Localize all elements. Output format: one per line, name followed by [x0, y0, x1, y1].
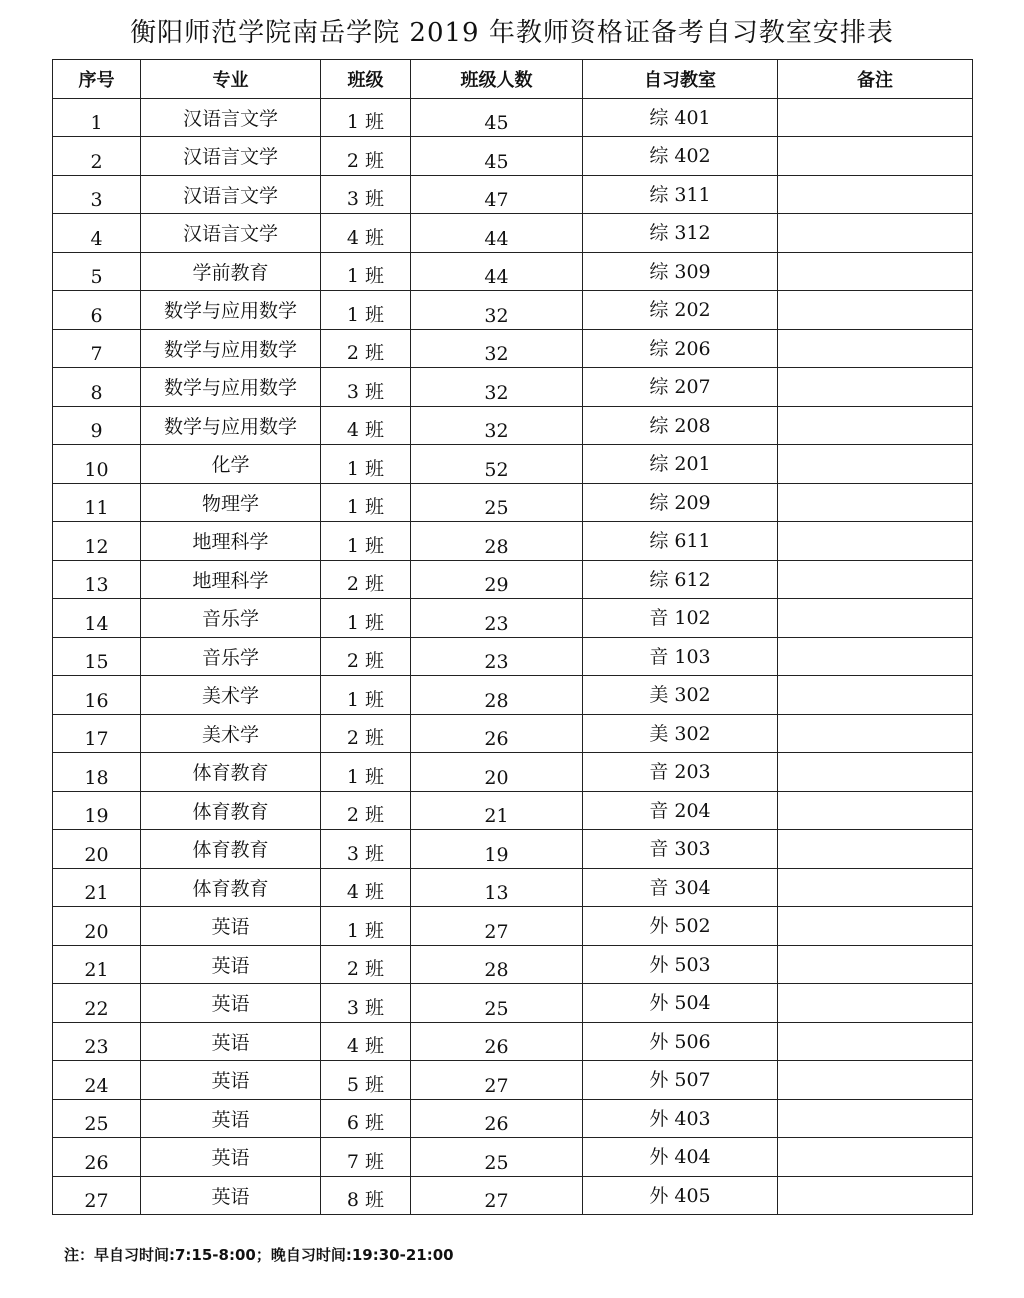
table-row [53, 329, 973, 368]
header-no: 序号 [53, 60, 141, 99]
cell-major: 数学与应用数学 [141, 406, 321, 445]
cell-note [778, 137, 973, 176]
cell-room: 综 206 [583, 329, 778, 368]
cell-room: 综 202 [583, 291, 778, 330]
table-row [53, 406, 973, 445]
cell-note [778, 984, 973, 1023]
table-row [53, 1022, 973, 1061]
cell-count: 20 [411, 753, 583, 792]
cell-room: 综 402 [583, 137, 778, 176]
cell-class: 4 班 [321, 406, 411, 445]
cell-room: 综 309 [583, 252, 778, 291]
cell-no: 2 [53, 137, 141, 176]
cell-no: 20 [53, 907, 141, 946]
table-row [53, 175, 973, 214]
cell-major: 数学与应用数学 [141, 329, 321, 368]
table-row [53, 1176, 973, 1215]
cell-class: 7 班 [321, 1138, 411, 1177]
table-row [53, 445, 973, 484]
cell-class: 1 班 [321, 252, 411, 291]
cell-count: 44 [411, 214, 583, 253]
cell-class: 1 班 [321, 907, 411, 946]
cell-count: 28 [411, 676, 583, 715]
header-class: 班级 [321, 60, 411, 99]
cell-note [778, 1138, 973, 1177]
cell-major: 英语 [141, 984, 321, 1023]
cell-room: 音 103 [583, 637, 778, 676]
cell-count: 45 [411, 137, 583, 176]
cell-count: 29 [411, 560, 583, 599]
cell-note [778, 1061, 973, 1100]
cell-count: 45 [411, 98, 583, 137]
cell-count: 23 [411, 637, 583, 676]
cell-no: 20 [53, 830, 141, 869]
cell-no: 21 [53, 945, 141, 984]
table-row [53, 137, 973, 176]
cell-no: 14 [53, 599, 141, 638]
cell-class: 4 班 [321, 1022, 411, 1061]
cell-count: 25 [411, 984, 583, 1023]
cell-major: 数学与应用数学 [141, 291, 321, 330]
cell-room: 综 208 [583, 406, 778, 445]
cell-room: 外 506 [583, 1022, 778, 1061]
table-body [53, 98, 973, 1215]
cell-no: 3 [53, 175, 141, 214]
cell-no: 25 [53, 1099, 141, 1138]
cell-major: 物理学 [141, 483, 321, 522]
cell-major: 体育教育 [141, 868, 321, 907]
table-row [53, 483, 973, 522]
cell-no: 19 [53, 791, 141, 830]
cell-note [778, 368, 973, 407]
cell-count: 32 [411, 406, 583, 445]
cell-room: 外 502 [583, 907, 778, 946]
cell-no: 26 [53, 1138, 141, 1177]
cell-class: 6 班 [321, 1099, 411, 1138]
cell-major: 数学与应用数学 [141, 368, 321, 407]
cell-count: 52 [411, 445, 583, 484]
cell-room: 综 201 [583, 445, 778, 484]
cell-note [778, 945, 973, 984]
cell-room: 外 504 [583, 984, 778, 1023]
cell-no: 7 [53, 329, 141, 368]
header-room: 自习教室 [583, 60, 778, 99]
cell-room: 综 209 [583, 483, 778, 522]
cell-class: 1 班 [321, 445, 411, 484]
cell-note [778, 830, 973, 869]
cell-class: 1 班 [321, 753, 411, 792]
cell-major: 地理科学 [141, 560, 321, 599]
cell-class: 3 班 [321, 984, 411, 1023]
cell-no: 22 [53, 984, 141, 1023]
header-count: 班级人数 [411, 60, 583, 99]
cell-room: 音 203 [583, 753, 778, 792]
cell-room: 综 611 [583, 522, 778, 561]
table-row [53, 637, 973, 676]
cell-major: 英语 [141, 907, 321, 946]
cell-major: 汉语言文学 [141, 175, 321, 214]
cell-class: 2 班 [321, 791, 411, 830]
table-row [53, 252, 973, 291]
cell-class: 4 班 [321, 214, 411, 253]
cell-no: 15 [53, 637, 141, 676]
cell-note [778, 252, 973, 291]
cell-class: 2 班 [321, 637, 411, 676]
cell-note [778, 522, 973, 561]
cell-major: 英语 [141, 1176, 321, 1215]
cell-no: 18 [53, 753, 141, 792]
cell-major: 体育教育 [141, 830, 321, 869]
table-row [53, 98, 973, 137]
cell-note [778, 483, 973, 522]
cell-no: 13 [53, 560, 141, 599]
cell-room: 综 207 [583, 368, 778, 407]
cell-no: 10 [53, 445, 141, 484]
cell-note [778, 406, 973, 445]
schedule-table [52, 59, 973, 1215]
cell-class: 2 班 [321, 714, 411, 753]
cell-major: 化学 [141, 445, 321, 484]
table-row [53, 714, 973, 753]
footnote: 注：早自习时间:7:15-8:00；晚自习时间:19:30-21:00 [64, 1246, 454, 1264]
table-row [53, 676, 973, 715]
cell-no: 27 [53, 1176, 141, 1215]
cell-class: 2 班 [321, 329, 411, 368]
cell-no: 5 [53, 252, 141, 291]
cell-room: 音 102 [583, 599, 778, 638]
cell-note [778, 1176, 973, 1215]
cell-class: 1 班 [321, 291, 411, 330]
table-row [53, 1138, 973, 1177]
cell-note [778, 1022, 973, 1061]
cell-room: 音 303 [583, 830, 778, 869]
cell-class: 1 班 [321, 98, 411, 137]
cell-room: 外 503 [583, 945, 778, 984]
table-row [53, 1099, 973, 1138]
cell-class: 1 班 [321, 483, 411, 522]
cell-count: 27 [411, 1061, 583, 1100]
cell-room: 综 312 [583, 214, 778, 253]
cell-note [778, 98, 973, 137]
cell-major: 音乐学 [141, 599, 321, 638]
cell-room: 外 405 [583, 1176, 778, 1215]
cell-count: 26 [411, 714, 583, 753]
cell-no: 11 [53, 483, 141, 522]
table-header-row [53, 60, 973, 99]
cell-no: 4 [53, 214, 141, 253]
cell-note [778, 868, 973, 907]
cell-count: 28 [411, 522, 583, 561]
table-row [53, 1061, 973, 1100]
cell-count: 26 [411, 1099, 583, 1138]
cell-note [778, 637, 973, 676]
cell-count: 32 [411, 329, 583, 368]
table-row [53, 599, 973, 638]
cell-room: 外 404 [583, 1138, 778, 1177]
cell-major: 英语 [141, 1099, 321, 1138]
cell-major: 美术学 [141, 714, 321, 753]
cell-count: 27 [411, 1176, 583, 1215]
cell-major: 英语 [141, 1138, 321, 1177]
cell-count: 27 [411, 907, 583, 946]
cell-class: 5 班 [321, 1061, 411, 1100]
cell-note [778, 329, 973, 368]
cell-major: 英语 [141, 945, 321, 984]
cell-no: 17 [53, 714, 141, 753]
cell-room: 美 302 [583, 676, 778, 715]
table-row [53, 368, 973, 407]
cell-count: 21 [411, 791, 583, 830]
cell-note [778, 676, 973, 715]
cell-class: 1 班 [321, 599, 411, 638]
cell-major: 汉语言文学 [141, 98, 321, 137]
cell-class: 2 班 [321, 137, 411, 176]
cell-no: 8 [53, 368, 141, 407]
cell-major: 美术学 [141, 676, 321, 715]
cell-note [778, 214, 973, 253]
cell-class: 2 班 [321, 560, 411, 599]
cell-note [778, 714, 973, 753]
cell-count: 32 [411, 291, 583, 330]
header-major: 专业 [141, 60, 321, 99]
table-row [53, 868, 973, 907]
cell-count: 28 [411, 945, 583, 984]
cell-count: 25 [411, 1138, 583, 1177]
cell-note [778, 753, 973, 792]
cell-note [778, 1099, 973, 1138]
cell-class: 1 班 [321, 522, 411, 561]
cell-note [778, 291, 973, 330]
cell-note [778, 445, 973, 484]
table-row [53, 753, 973, 792]
cell-class: 2 班 [321, 945, 411, 984]
cell-room: 美 302 [583, 714, 778, 753]
cell-count: 13 [411, 868, 583, 907]
cell-no: 24 [53, 1061, 141, 1100]
table-row [53, 560, 973, 599]
cell-major: 体育教育 [141, 753, 321, 792]
cell-class: 4 班 [321, 868, 411, 907]
cell-room: 综 401 [583, 98, 778, 137]
table-row [53, 830, 973, 869]
cell-major: 英语 [141, 1022, 321, 1061]
cell-no: 9 [53, 406, 141, 445]
cell-room: 外 507 [583, 1061, 778, 1100]
cell-room: 外 403 [583, 1099, 778, 1138]
cell-major: 汉语言文学 [141, 137, 321, 176]
cell-count: 26 [411, 1022, 583, 1061]
cell-major: 地理科学 [141, 522, 321, 561]
cell-note [778, 791, 973, 830]
cell-major: 英语 [141, 1061, 321, 1100]
cell-count: 25 [411, 483, 583, 522]
page-title: 衡阳师范学院南岳学院 2019 年教师资格证备考自习教室安排表 [130, 18, 894, 48]
cell-major: 学前教育 [141, 252, 321, 291]
table-row [53, 291, 973, 330]
table-row [53, 791, 973, 830]
table-row [53, 907, 973, 946]
cell-class: 3 班 [321, 368, 411, 407]
cell-no: 1 [53, 98, 141, 137]
cell-room: 音 204 [583, 791, 778, 830]
cell-major: 体育教育 [141, 791, 321, 830]
cell-class: 3 班 [321, 830, 411, 869]
cell-count: 32 [411, 368, 583, 407]
cell-note [778, 175, 973, 214]
header-note: 备注 [778, 60, 973, 99]
cell-no: 12 [53, 522, 141, 561]
cell-note [778, 907, 973, 946]
cell-count: 19 [411, 830, 583, 869]
cell-no: 21 [53, 868, 141, 907]
cell-count: 23 [411, 599, 583, 638]
cell-room: 综 311 [583, 175, 778, 214]
cell-class: 8 班 [321, 1176, 411, 1215]
table-row [53, 522, 973, 561]
cell-count: 44 [411, 252, 583, 291]
table-row [53, 945, 973, 984]
table-row [53, 214, 973, 253]
table-row [53, 984, 973, 1023]
cell-no: 6 [53, 291, 141, 330]
cell-major: 音乐学 [141, 637, 321, 676]
cell-count: 47 [411, 175, 583, 214]
cell-room: 音 304 [583, 868, 778, 907]
cell-major: 汉语言文学 [141, 214, 321, 253]
cell-class: 1 班 [321, 676, 411, 715]
cell-note [778, 599, 973, 638]
cell-class: 3 班 [321, 175, 411, 214]
cell-note [778, 560, 973, 599]
cell-room: 综 612 [583, 560, 778, 599]
cell-no: 23 [53, 1022, 141, 1061]
cell-no: 16 [53, 676, 141, 715]
